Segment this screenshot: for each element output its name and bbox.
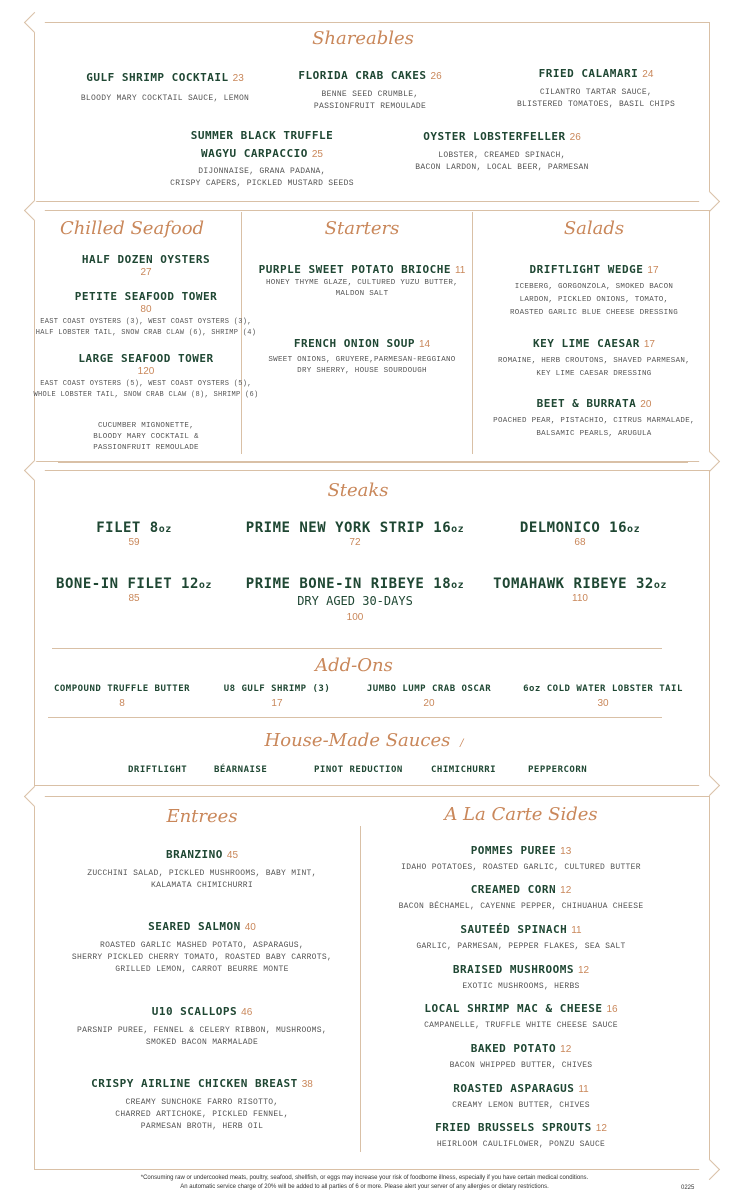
item-price: 120 [137, 366, 155, 377]
menu-item-gulf-shrimp [81, 68, 249, 105]
item-desc: SHERRY PICKLED CHERRY TOMATO, ROASTED BABY CARROTS, [71, 953, 333, 962]
menu-item-lobsterfeller [415, 127, 588, 174]
sauces-title-text: House-Made Sauces [264, 730, 451, 751]
note-line: CUCUMBER MIGNONETTE, [97, 422, 194, 430]
menu-item-wedge [510, 260, 678, 320]
chilled-note [93, 421, 199, 454]
steak-subtitle: DRY AGED 30-DAYS [297, 594, 413, 608]
steak-name: PRIME BONE-IN RIBEYE 18 [245, 576, 452, 592]
item-desc: LARDON, PICKLED ONIONS, TOMATO, [519, 296, 669, 304]
item-price: 23 [232, 73, 244, 84]
side-brussels [435, 1118, 607, 1151]
add-ons-title: Add-Ons [315, 655, 393, 676]
steak-name: PRIME NEW YORK STRIP 16 [245, 520, 452, 536]
steak-price: 72 [349, 537, 361, 548]
menu-item-caesar [498, 334, 690, 381]
steak-unit: oz [653, 580, 667, 591]
chilled-seafood-title: Chilled Seafood [59, 218, 205, 239]
side-asparagus [452, 1079, 590, 1112]
steak-bone-in-filet [56, 576, 212, 604]
item-desc: PARSNIP PUREE, FENNEL & CELERY RIBBON, MUSHROOMS, [77, 1026, 327, 1035]
item-price: 27 [140, 267, 152, 278]
item-desc: BACON WHIPPED BUTTER, CHIVES [449, 1061, 593, 1070]
item-desc: BLISTERED TOMATOES, BASIL CHIPS [516, 100, 676, 109]
item-name: SAUTEÉD SPINACH [460, 923, 568, 936]
item-name: PETITE SEAFOOD TOWER [74, 290, 218, 303]
sauces-title-mark: / [460, 738, 464, 749]
item-desc: CREAMY SUNCHOKE FARRO RISOTTO, [125, 1098, 279, 1107]
item-desc: SWEET ONIONS, GRUYERE,PARMESAN-REGGIANO [268, 356, 456, 364]
disclaimer-line-1: *Consuming raw or undercooked meats, poultry, seafood, shellfish, or eggs may increase your risk of foodborne illness, especially if you have certain medical conditions. [140, 1175, 589, 1181]
add-on-gulf-shrimp [224, 684, 331, 709]
item-name: FRIED CALAMARI [538, 67, 639, 80]
note-line: PASSIONFRUIT REMOULADE [93, 444, 199, 452]
steak-unit: oz [451, 524, 465, 535]
item-desc: BALSAMIC PEARLS, ARUGULA [536, 430, 652, 438]
steak-unit: oz [198, 580, 212, 591]
note-line: BLOODY MARY COCKTAIL & [93, 433, 199, 441]
sauces-title [265, 730, 464, 751]
entree-chicken [91, 1074, 313, 1133]
add-on-price: 17 [271, 698, 283, 709]
item-desc: KEY LIME CAESAR DRESSING [536, 370, 652, 378]
item-price: 40 [244, 922, 256, 933]
item-desc: HONEY THYME GLAZE, CULTURED YUZU BUTTER, [265, 279, 459, 287]
sauce-peppercorn: PEPPERCORN [528, 765, 588, 775]
sauce-pinot-reduction: PINOT REDUCTION [314, 765, 403, 775]
sauce-chimichurri: CHIMICHURRI [431, 765, 497, 775]
add-on-name: 6oz COLD WATER LOBSTER TAIL [523, 684, 683, 694]
steaks-title: Steaks [327, 480, 389, 501]
item-price: 12 [577, 965, 590, 976]
add-on-price: 20 [423, 698, 435, 709]
item-desc: ROASTED GARLIC BLUE CHEESE DRESSING [509, 309, 679, 317]
steak-unit: oz [158, 524, 172, 535]
item-price: 16 [606, 1004, 618, 1015]
item-desc: CAMPANELLE, TRUFFLE WHITE CHEESE SAUCE [424, 1021, 618, 1030]
item-price: 24 [642, 69, 654, 80]
side-mac-cheese [424, 999, 618, 1032]
steak-price: 100 [346, 612, 364, 623]
item-desc: EAST COAST OYSTERS (5), WEST COAST OYSTERS (5), [40, 380, 252, 388]
item-desc: LOBSTER, CREAMED SPINACH, [438, 151, 566, 160]
item-name: BEET & BURRATA [536, 397, 637, 410]
side-spinach [416, 920, 625, 953]
item-desc: IDAHO POTATOES, ROASTED GARLIC, CULTURED BUTTER [401, 863, 641, 872]
menu-item-crab-cakes [298, 66, 441, 113]
item-price: 14 [418, 339, 431, 350]
item-price: 12 [595, 1123, 607, 1134]
entree-branzino [87, 845, 317, 892]
item-price: 38 [301, 1079, 313, 1090]
item-desc: BENNE SEED CRUMBLE, [321, 90, 419, 99]
menu-item-onion-soup [268, 334, 455, 377]
sauce-driftlight: DRIFTLIGHT [128, 765, 188, 775]
item-desc: ROASTED GARLIC MASHED POTATO, ASPARAGUS, [99, 941, 305, 950]
item-price: 17 [647, 265, 659, 276]
item-desc: HEIRLOOM CAULIFLOWER, PONZU SAUCE [436, 1140, 606, 1149]
steak-name: BONE-IN FILET 12 [56, 576, 199, 592]
item-name: CRISPY AIRLINE CHICKEN BREAST [91, 1077, 298, 1090]
item-desc: ROMAINE, HERB CROUTONS, SHAVED PARMESAN, [497, 357, 691, 365]
item-name: FLORIDA CRAB CAKES [298, 69, 427, 82]
item-name: CREAMED CORN [470, 883, 557, 896]
item-desc: GARLIC, PARMESAN, PEPPER FLAKES, SEA SALT [416, 942, 626, 951]
steak-price: 85 [128, 593, 140, 604]
menu-item-large-tower [33, 352, 258, 401]
item-desc: CREAMY LEMON BUTTER, CHIVES [452, 1101, 590, 1110]
item-name: GULF SHRIMP COCKTAIL [86, 71, 229, 84]
item-price: 12 [560, 1044, 572, 1055]
menu-item-half-dozen-oysters [82, 253, 210, 278]
item-price: 20 [640, 399, 652, 410]
item-name-line2: WAGYU CARPACCIO [201, 147, 308, 160]
item-desc: BACON BÉCHAMEL, CAYENNE PEPPER, CHIHUAHUA CHEESE [398, 902, 644, 911]
item-desc: KALAMATA CHIMICHURRI [150, 881, 254, 890]
sides-title: A La Carte Sides [444, 804, 598, 825]
item-name: SEARED SALMON [148, 920, 241, 933]
item-name: PURPLE SWEET POTATO BRIOCHE [258, 263, 451, 276]
side-baked-potato [450, 1039, 593, 1072]
item-name: FRENCH ONION SOUP [293, 337, 415, 350]
item-name: LOCAL SHRIMP MAC & CHEESE [424, 1002, 603, 1015]
salads-title: Salads [563, 218, 625, 239]
shareables-title: Shareables [312, 28, 414, 49]
item-price: 45 [226, 850, 239, 861]
item-price: 12 [560, 885, 572, 896]
item-name: HALF DOZEN OYSTERS [81, 253, 211, 266]
add-on-name: COMPOUND TRUFFLE BUTTER [53, 684, 191, 694]
side-pommes-puree [401, 841, 641, 874]
steak-filet [96, 520, 172, 548]
add-on-name: JUMBO LUMP CRAB OSCAR [366, 684, 492, 694]
item-desc: ICEBERG, GORGONZOLA, SMOKED BACON [514, 283, 674, 291]
item-name: KEY LIME CAESAR [533, 337, 640, 350]
item-desc: CHARRED ARTICHOKE, PICKLED FENNEL, [115, 1110, 289, 1119]
item-desc: MALDON SALT [335, 290, 389, 298]
item-desc: PASSIONFRUIT REMOULADE [313, 102, 427, 111]
item-name: BAKED POTATO [470, 1042, 557, 1055]
steak-price: 110 [572, 593, 588, 604]
sauce-bearnaise: BÉARNAISE [214, 765, 268, 775]
side-creamed-corn [399, 880, 644, 913]
item-name: ROASTED ASPARAGUS [453, 1082, 575, 1095]
menu-code: 0225 [681, 1185, 695, 1191]
item-name: BRAISED MUSHROOMS [452, 963, 574, 976]
item-desc: PARMESAN BROTH, HERB OIL [140, 1122, 264, 1131]
item-price: 11 [454, 265, 466, 276]
menu-item-petite-tower [36, 290, 257, 339]
item-name: OYSTER LOBSTERFELLER [423, 130, 566, 143]
item-desc: WHOLE LOBSTER TAIL, SNOW CRAB CLAW (8), SHRIMP (6) [33, 391, 259, 399]
side-mushrooms [453, 960, 589, 993]
steak-name: FILET 8 [96, 520, 159, 536]
item-price: 26 [569, 132, 581, 143]
steak-unit: oz [627, 524, 641, 535]
item-desc: EAST COAST OYSTERS (3), WEST COAST OYSTERS (3), [40, 318, 252, 326]
entree-scallops [77, 1002, 327, 1049]
steak-ribeye [246, 576, 464, 623]
item-price: 26 [430, 71, 442, 82]
item-name: FRIED BRUSSELS SPROUTS [435, 1121, 592, 1134]
item-price: 11 [578, 1084, 589, 1095]
item-price: 80 [140, 304, 152, 315]
entrees-title: Entrees [166, 806, 238, 827]
steak-name: DELMONICO 16 [519, 520, 628, 536]
item-name: LARGE SEAFOOD TOWER [78, 352, 214, 365]
steak-price: 59 [128, 537, 140, 548]
item-desc: DRY SHERRY, HOUSE SOURDOUGH [297, 367, 427, 375]
item-desc: POACHED PEAR, PISTACHIO, CITRUS MARMALADE, [493, 417, 695, 425]
add-on-lobster-tail [523, 684, 683, 709]
item-desc: DIJONNAISE, GRANA PADANA, [198, 167, 326, 176]
item-name: SUMMER BLACK TRUFFLE [190, 129, 334, 142]
item-desc: BLOODY MARY COCKTAIL SAUCE, LEMON [80, 94, 250, 103]
column-divider [472, 212, 473, 454]
item-desc: CRISPY CAPERS, PICKLED MUSTARD SEEDS [170, 179, 354, 188]
steak-name: TOMAHAWK RIBEYE 32 [493, 576, 654, 592]
item-price: 46 [241, 1007, 253, 1018]
menu-item-carpaccio [170, 126, 354, 190]
divider [52, 648, 662, 649]
item-price: 13 [560, 846, 572, 857]
item-price: 25 [311, 149, 323, 160]
item-desc: BACON LARDON, LOCAL BEER, PARMESAN [415, 163, 589, 172]
steak-tomahawk [493, 576, 667, 604]
divider [48, 717, 662, 718]
item-desc: ZUCCHINI SALAD, PICKLED MUSHROOMS, BABY MINT, [87, 869, 317, 878]
add-on-crab-oscar [367, 684, 491, 709]
steak-unit: oz [451, 580, 465, 591]
add-on-price: 8 [119, 698, 125, 709]
item-desc: CILANTRO TARTAR SAUCE, [539, 88, 653, 97]
steak-price: 68 [574, 537, 586, 548]
item-name: POMMES PUREE [470, 844, 557, 857]
column-divider [360, 826, 361, 1152]
item-desc: HALF LOBSTER TAIL, SNOW CRAB CLAW (6), SHRIMP (4) [35, 329, 257, 337]
item-price: 17 [643, 339, 655, 350]
item-name: U10 SCALLOPS [151, 1005, 238, 1018]
menu-item-brioche [259, 260, 466, 300]
menu-item-calamari [517, 64, 675, 111]
steak-delmonico [520, 520, 640, 548]
starters-title: Starters [324, 218, 400, 239]
item-name: BRANZINO [165, 848, 223, 861]
add-on-truffle-butter [54, 684, 190, 709]
steak-ny-strip [246, 520, 464, 548]
divider [58, 462, 688, 463]
menu-item-beet-burrata [493, 394, 695, 441]
add-on-name: U8 GULF SHRIMP (3) [223, 684, 331, 694]
item-name: DRIFTLIGHT WEDGE [529, 263, 644, 276]
disclaimer-line-2: An automatic service charge of 20% will be added to all parties of 6 or more. Please alert your server of any allergies or dietary restrictions. [180, 1184, 549, 1190]
entree-salmon [72, 917, 332, 976]
item-desc: SMOKED BACON MARMALADE [145, 1038, 259, 1047]
item-desc: GRILLED LEMON, CARROT BEURRE MONTE [115, 965, 289, 974]
item-price: 11 [571, 925, 582, 936]
item-desc: EXOTIC MUSHROOMS, HERBS [462, 982, 580, 991]
add-on-price: 30 [597, 698, 609, 709]
